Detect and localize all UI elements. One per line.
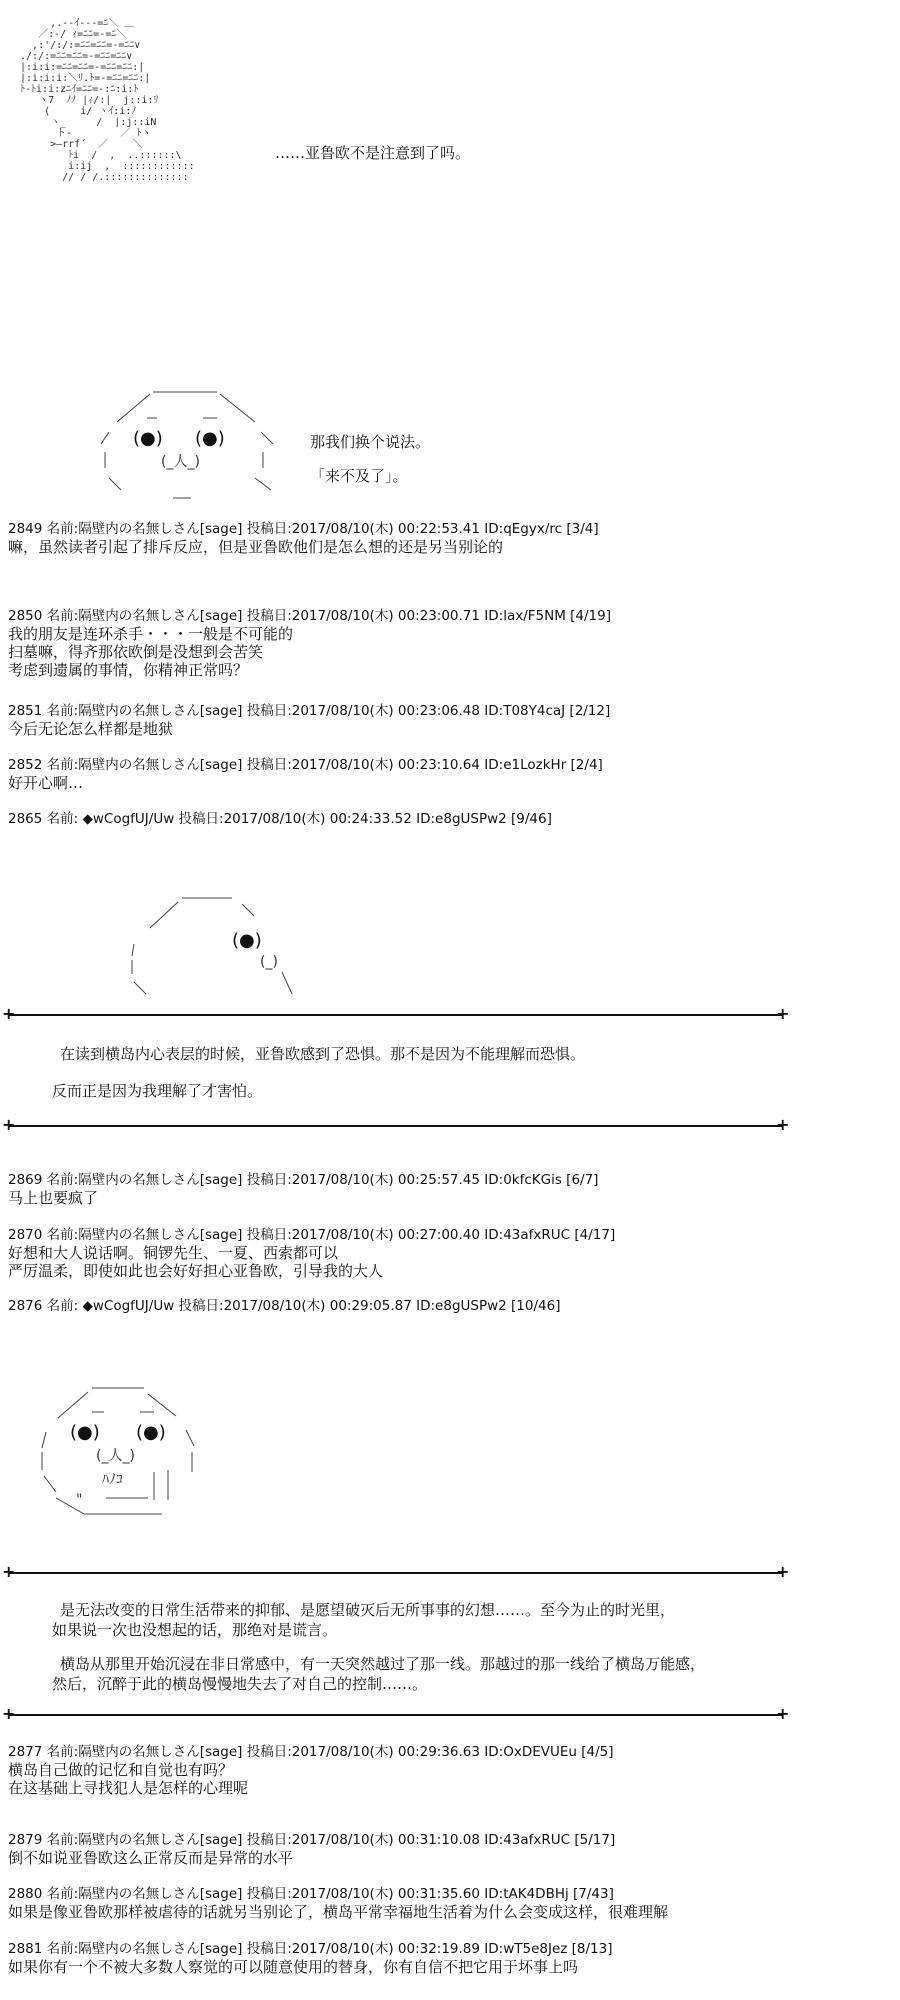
narration-line: 如果说一次也没想起的话，那绝对是谎言。	[52, 1621, 338, 1639]
svg-text:(●): (●)	[195, 428, 225, 449]
dialogue-line: 那我们换个说法。	[310, 433, 431, 451]
narration-line: 横岛从那里开始沉浸在非日常感中，有一天突然越过了那一线。那越过的那一线给了横岛万能感，	[60, 1655, 706, 1673]
divider-rule	[8, 1572, 782, 1574]
post-header: 2876 名前: ◆wCogfUJ/Uw 投稿日:2017/08/10(木) 00:29:05.87 ID:e8gUSPw2 [10/46]	[8, 1298, 561, 1314]
post	[8, 1832, 888, 1867]
svg-text:ﾊﾉｺ: ﾊﾉｺ	[102, 1472, 123, 1488]
post	[8, 521, 888, 556]
post	[8, 1172, 888, 1207]
divider-rule	[8, 1714, 782, 1716]
rule-end: +	[2, 1115, 16, 1134]
post-header: 2879 名前:隔壁内の名無しさん[sage] 投稿日:2017/08/10(木) 00:31:10.08 ID:43afxRUC [5/17]	[8, 1832, 616, 1848]
ascii-face-1	[95, 382, 295, 512]
post-header: 2881 名前:隔壁内の名無しさん[sage] 投稿日:2017/08/10(木) 00:32:19.89 ID:wT5e8Jez [8/13]	[8, 1941, 613, 1957]
post	[8, 1744, 888, 1797]
rule-end: +	[2, 1562, 16, 1581]
svg-text:(_人_): (_人_)	[96, 1448, 135, 1464]
svg-text:(●): (●)	[136, 1422, 166, 1443]
post-body-line: 如果你有一个不被大多数人察觉的可以随意使用的替身，你有自信不把它用于坏事上吗	[8, 1958, 579, 1976]
post-body-line: 严厉温柔，即使如此也会好好担心亚鲁欧，引导我的大人	[8, 1262, 384, 1280]
post-body-line: 嘛，虽然读者引起了排斥反应，但是亚鲁欧他们是怎么想的还是另当别论的	[8, 538, 504, 556]
post-body-line: 好开心啊…	[8, 774, 84, 792]
rule-end: +	[776, 1562, 790, 1581]
narration-line: 在读到横岛内心表层的时候，亚鲁欧感到了恐惧。那不是因为不能理解而恐惧。	[60, 1045, 586, 1063]
post	[8, 1941, 888, 1976]
post-body-line: 横岛自己做的记忆和自觉也有吗？	[8, 1761, 234, 1779]
post	[8, 608, 888, 679]
post-header: 2865 名前: ◆wCogfUJ/Uw 投稿日:2017/08/10(木) 00:24:33.52 ID:e8gUSPw2 [9/46]	[8, 811, 552, 827]
rule-end: +	[776, 1115, 790, 1134]
narration-line: 反而正是因为我理解了才害怕。	[52, 1082, 263, 1100]
post	[8, 1298, 888, 1315]
svg-text:(●): (●)	[133, 428, 163, 449]
rule-end: +	[776, 1704, 790, 1723]
post-header: 2870 名前:隔壁内の名無しさん[sage] 投稿日:2017/08/10(木) 00:27:00.40 ID:43afxRUC [4/17]	[8, 1227, 616, 1243]
post-header: 2852 名前:隔壁内の名無しさん[sage] 投稿日:2017/08/10(木) 00:23:10.64 ID:e1LozkHr [2/4]	[8, 757, 603, 773]
post-header: 2851 名前:隔壁内の名無しさん[sage] 投稿日:2017/08/10(木) 00:23:06.48 ID:T08Y4caJ [2/12]	[8, 703, 611, 719]
post-body-line: 如果是像亚鲁欧那样被虐待的话就另当别论了，横岛平常幸福地生活着为什么会变成这样，很难理解	[8, 1903, 669, 1921]
post-header: 2850 名前:隔壁内の名無しさん[sage] 投稿日:2017/08/10(木) 00:23:00.71 ID:lax/F5NM [4/19]	[8, 608, 612, 624]
post	[8, 1227, 888, 1280]
post-header: 2877 名前:隔壁内の名無しさん[sage] 投稿日:2017/08/10(木) 00:29:36.63 ID:OxDEVUEu [4/5]	[8, 1744, 614, 1760]
ascii-face-2	[122, 890, 312, 1000]
post-body-line: 倒不如说亚鲁欧这么正常反而是异常的水平	[8, 1849, 294, 1867]
narration-line: 是无法改变的日常生活带来的抑郁、是愿望破灭后无所事事的幻想……。至今为止的时光里，	[60, 1601, 676, 1619]
post	[8, 811, 888, 828]
post-body-line: 扫墓嘛，得齐那依欧倒是没想到会苦笑	[8, 643, 264, 661]
post-body-line: 今后无论怎么样都是地狱	[8, 720, 174, 738]
post-header: 2869 名前:隔壁内の名無しさん[sage] 投稿日:2017/08/10(木) 00:25:57.45 ID:0kfcKGis [6/7]	[8, 1172, 599, 1188]
post-body-line: 好想和大人说话啊。铜锣先生、一夏、西索都可以	[8, 1244, 339, 1262]
post-body-line: 考虑到遗属的事情，你精神正常吗？	[8, 661, 249, 679]
ascii-art-character: ,.-‐ｲ-‐-=ﾆ＼ ＿ ／:-/ ｨ=ﾆﾆ=-=ﾆ＼ ,:'/:/:=ﾆﾆ=ﾆﾆ=-=ﾆﾆ∨ ./:/:=ﾆﾆ=ﾆﾆ=-=ﾆﾆ=ﾆﾆ∨ |:i:i:=ﾆﾆ=ﾆﾆ=-=ﾆﾆ=ﾆﾆ:| |:i:i:i:＼ﾘ.ﾄ=-=ﾆﾆ=ﾆﾆ:| ﾄ-ﾄi:i:zﾆｲ=ﾆﾆ=-:ﾆ:i:ﾄ ヽ7 ﾉﾉ |ｨ/:| j::i:ﾘ ( i/ ヽｲ:i:ﾉ ヽ_ / |:j::iN ト- ／ ﾄヽ >―rrf´ ／ ＼ ﾄi / , ..::::::\ i:ij , :::::::::::: // / /.::::::::::::::	[20, 18, 195, 183]
ascii-face-3	[36, 1380, 216, 1525]
post-body-line: 马上也要疯了	[8, 1189, 99, 1207]
rule-end: +	[2, 1004, 16, 1023]
dialogue-line: ……亚鲁欧不是注意到了吗。	[275, 144, 471, 162]
dialogue-line: 「来不及了」。	[310, 467, 408, 485]
narration-line: 然后，沉醉于此的横岛慢慢地失去了对自己的控制……。	[52, 1675, 428, 1693]
svg-text:(●): (●)	[70, 1422, 100, 1443]
divider-rule	[8, 1014, 782, 1016]
post-header: 2880 名前:隔壁内の名無しさん[sage] 投稿日:2017/08/10(木) 00:31:35.60 ID:tAK4DBHj [7/43]	[8, 1886, 614, 1902]
svg-text:": "	[76, 1492, 83, 1508]
post	[8, 1886, 888, 1921]
post-body-line: 我的朋友是连环杀手・・・一般是不可能的	[8, 625, 294, 643]
rule-end: +	[2, 1704, 16, 1723]
divider-rule	[8, 1125, 782, 1127]
svg-text:(_人_): (_人_)	[161, 454, 200, 470]
post-header: 2849 名前:隔壁内の名無しさん[sage] 投稿日:2017/08/10(木) 00:22:53.41 ID:qEgyx/rc [3/4]	[8, 521, 599, 537]
post-body-line: 在这基础上寻找犯人是怎样的心理呢	[8, 1779, 249, 1797]
svg-text:(●): (●)	[232, 930, 262, 951]
post	[8, 703, 888, 738]
svg-text:(_): (_)	[260, 954, 278, 970]
post	[8, 757, 888, 792]
rule-end: +	[776, 1004, 790, 1023]
